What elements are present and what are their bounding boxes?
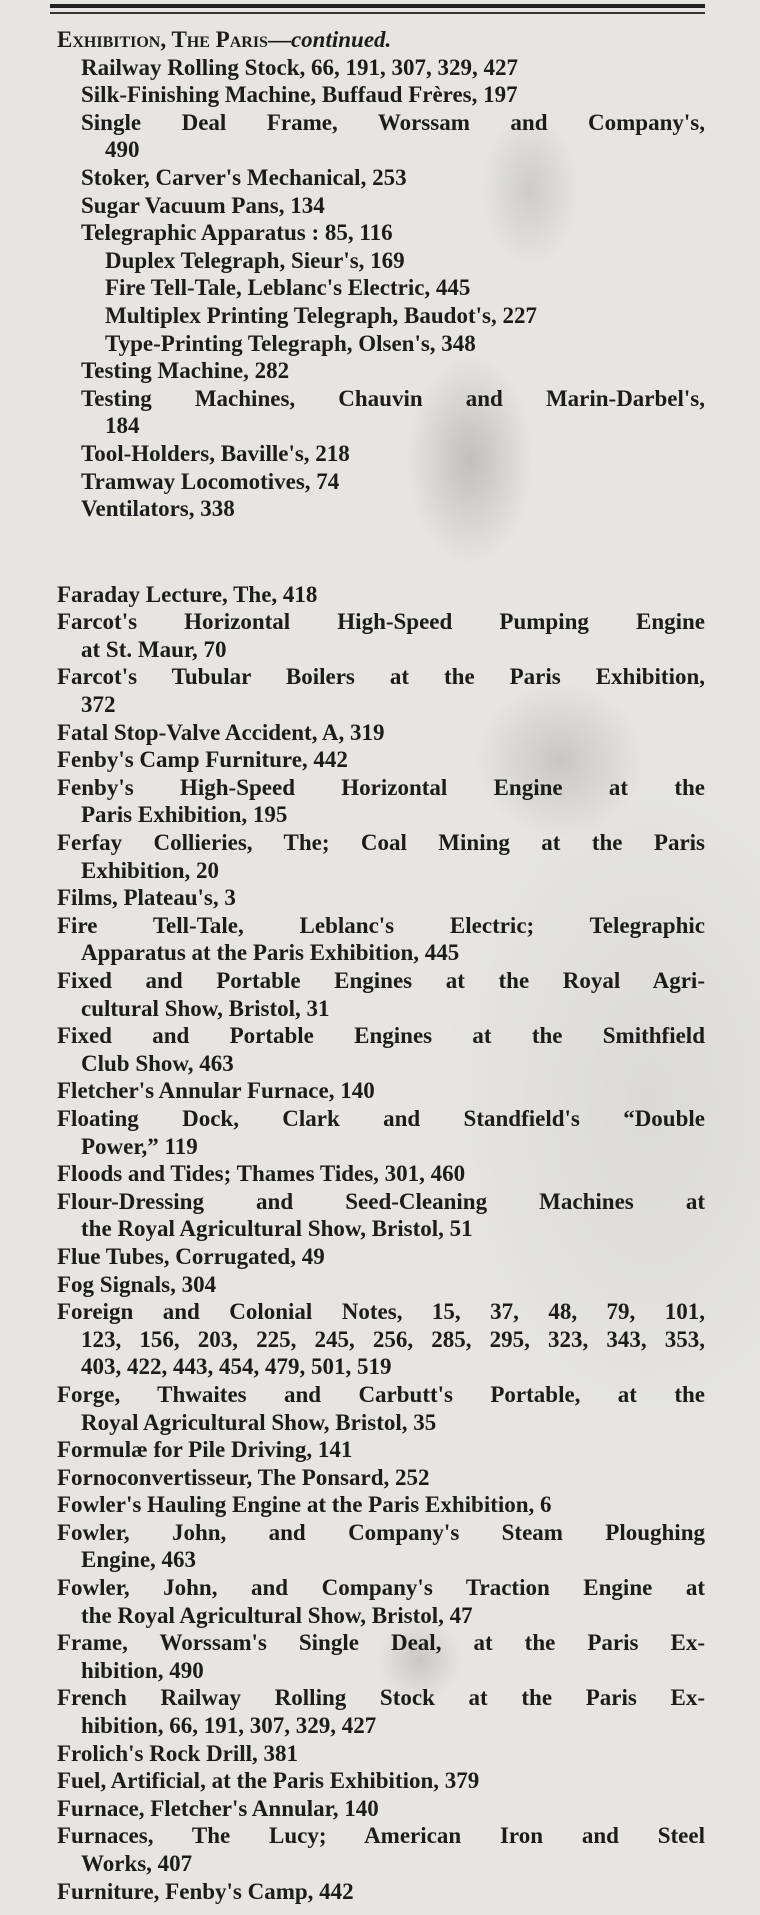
entry-line: hibition, 490 xyxy=(81,1657,204,1683)
index-subentry xyxy=(57,164,705,192)
index-entry xyxy=(57,608,705,663)
heading-continued: continued. xyxy=(290,27,392,52)
index-entry xyxy=(57,1105,705,1160)
entry-line: Fenby's Camp Furniture, 442 xyxy=(57,747,348,773)
index-entry xyxy=(57,1519,705,1574)
section-gap xyxy=(57,523,705,581)
heading-dash: — xyxy=(267,27,291,52)
entry-line: Fowler, John, and Company's Steam Ploughing xyxy=(57,1519,705,1545)
entry-line: Railway Rolling Stock, 66, 191, 307, 329, 427 xyxy=(81,54,519,80)
index-subentry xyxy=(57,440,705,468)
entry-line: Fatal Stop-Valve Accident, A, 319 xyxy=(57,719,385,745)
index-entry xyxy=(57,884,705,912)
index-entry xyxy=(57,1767,705,1795)
entry-line: Paris Exhibition, 195 xyxy=(81,802,288,828)
index-entry xyxy=(57,1160,705,1188)
entry-line: Fornoconvertisseur, The Ponsard, 252 xyxy=(57,1464,430,1490)
index-entry xyxy=(57,1822,705,1877)
index-subentry xyxy=(57,81,705,109)
entry-line: Fire Tell-Tale, Leblanc's Electric, 445 xyxy=(105,275,471,301)
entry-line: Flue Tubes, Corrugated, 49 xyxy=(57,1243,325,1269)
index-entry xyxy=(57,1436,705,1464)
entry-line: 403, 422, 443, 454, 479, 501, 519 xyxy=(81,1354,392,1380)
index-entry xyxy=(57,912,705,967)
entry-line: Engine, 463 xyxy=(81,1547,197,1573)
index-entry xyxy=(57,1574,705,1629)
index-entry xyxy=(57,1381,705,1436)
entry-line: Fixed and Portable Engines at the Royal Agri- xyxy=(57,968,705,993)
entry-line: at St. Maur, 70 xyxy=(81,636,227,662)
entry-line: Fire Tell-Tale, Leblanc's Electric; Telegraphic xyxy=(57,912,705,938)
entry-line: Single Deal Frame, Worssam and Company's, xyxy=(81,109,705,135)
entry-line: Silk-Finishing Machine, Buffaud Frères, 197 xyxy=(81,82,518,108)
entry-line: Floating Dock, Clark and Standfield's “Double xyxy=(57,1105,705,1131)
entry-line: Fowler's Hauling Engine at the Paris Exhibition, 6 xyxy=(57,1492,552,1518)
entry-line: Furnaces, The Lucy; American Iron and Steel xyxy=(57,1823,705,1849)
index-entry xyxy=(57,1464,705,1492)
index-entry xyxy=(57,1740,705,1768)
index-subsubentry xyxy=(57,330,705,358)
entry-line: Duplex Telegraph, Sieur's, 169 xyxy=(105,247,405,273)
entry-line: Type-Printing Telegraph, Olsen's, 348 xyxy=(105,330,476,356)
entry-line: the Royal Agricultural Show, Bristol, 51 xyxy=(81,1216,473,1242)
entry-line: Faraday Lecture, The, 418 xyxy=(57,581,318,607)
entry-line: the Royal Agricultural Show, Bristol, 47 xyxy=(81,1602,473,1628)
index-entry xyxy=(57,1298,705,1381)
index-entry xyxy=(57,774,705,829)
index-entry xyxy=(57,1491,705,1519)
entry-line: Frolich's Rock Drill, 381 xyxy=(57,1740,299,1766)
index-entry xyxy=(57,746,705,774)
entry-line: French Railway Rolling Stock at the Paris Ex- xyxy=(57,1685,705,1711)
entry-line: Royal Agricultural Show, Bristol, 35 xyxy=(81,1409,437,1435)
index-entry xyxy=(57,1878,705,1906)
entry-line: 372 xyxy=(81,692,116,718)
entry-line: hibition, 66, 191, 307, 329, 427 xyxy=(81,1713,377,1739)
entry-line: Frame, Worssam's Single Deal, at the Paris Ex- xyxy=(57,1630,705,1656)
entry-line: 490 xyxy=(105,137,140,163)
entry-line: Tool-Holders, Baville's, 218 xyxy=(81,440,350,466)
index-entry xyxy=(57,967,705,1022)
index-entry xyxy=(57,1022,705,1077)
index-subsubentry xyxy=(57,274,705,302)
entry-line: Fog Signals, 304 xyxy=(57,1271,217,1297)
index-subentry xyxy=(57,109,705,164)
entry-line: Power,” 119 xyxy=(81,1133,198,1159)
entry-line: Films, Plateau's, 3 xyxy=(57,885,236,911)
entry-line: Farcot's Tubular Boilers at the Paris Exhibition, xyxy=(57,664,705,690)
entry-line: Foreign and Colonial Notes, 15, 37, 48, 79, 101, xyxy=(57,1299,705,1325)
entry-line: Ventilators, 338 xyxy=(81,496,235,522)
entry-line: Flour-Dressing and Seed-Cleaning Machines at xyxy=(57,1188,705,1214)
entry-line: Floods and Tides; Thames Tides, 301, 460 xyxy=(57,1161,466,1187)
index-subentry xyxy=(57,468,705,496)
entry-line: Testing Machines, Chauvin and Marin-Darbel's, xyxy=(81,385,705,411)
index-entry xyxy=(57,1271,705,1299)
index-entry xyxy=(57,1795,705,1823)
index-entry xyxy=(57,581,705,609)
entry-line: Club Show, 463 xyxy=(81,1050,234,1076)
entry-line: Fixed and Portable Engines at the Smithfield xyxy=(57,1023,705,1049)
entry-line: Farcot's Horizontal High-Speed Pumping Engine xyxy=(57,609,705,635)
top-rule-thick xyxy=(50,4,705,8)
entry-line: 123, 156, 203, 225, 245, 256, 285, 295, 323, 343, 353, xyxy=(81,1326,705,1352)
entry-line: cultural Show, Bristol, 31 xyxy=(81,995,330,1021)
index-entry xyxy=(57,1077,705,1105)
index-column xyxy=(57,26,705,1905)
entry-line: Fuel, Artificial, at the Paris Exhibition, 379 xyxy=(57,1768,480,1794)
index-subentry xyxy=(57,495,705,523)
entry-line: Furnace, Fletcher's Annular, 140 xyxy=(57,1795,379,1821)
index-subentry xyxy=(57,219,705,247)
entry-line: Multiplex Printing Telegraph, Baudot's, 227 xyxy=(105,302,537,328)
entry-line: Furniture, Fenby's Camp, 442 xyxy=(57,1878,354,1904)
index-entries-list xyxy=(57,581,705,1906)
index-entry xyxy=(57,829,705,884)
index-entry xyxy=(57,1629,705,1684)
index-subentry xyxy=(57,357,705,385)
section-heading xyxy=(57,26,705,54)
entry-line: Forge, Thwaites and Carbutt's Portable, at the xyxy=(57,1381,705,1407)
entry-line: Fenby's High-Speed Horizontal Engine at the xyxy=(57,774,705,800)
continued-entries-list xyxy=(57,54,705,523)
entry-line: Exhibition, 20 xyxy=(81,857,220,883)
entry-line: 184 xyxy=(105,413,140,439)
heading-title: Exhibition, The Paris xyxy=(57,27,268,52)
index-subsubentry xyxy=(57,247,705,275)
entry-line: Ferfay Collieries, The; Coal Mining at the Paris xyxy=(57,830,705,856)
top-rule-thin xyxy=(50,12,705,14)
index-subentry xyxy=(57,385,705,440)
entry-line: Sugar Vacuum Pans, 134 xyxy=(81,192,325,218)
index-entry xyxy=(57,1188,705,1243)
entry-line: Tramway Locomotives, 74 xyxy=(81,468,340,494)
entry-line: Stoker, Carver's Mechanical, 253 xyxy=(81,164,407,190)
index-entry xyxy=(57,663,705,718)
entry-line: Testing Machine, 282 xyxy=(81,358,290,384)
index-entry xyxy=(57,719,705,747)
index-entry xyxy=(57,1684,705,1739)
entry-line: Apparatus at the Paris Exhibition, 445 xyxy=(81,940,460,966)
entry-line: Formulæ for Pile Driving, 141 xyxy=(57,1437,353,1463)
entry-line: Works, 407 xyxy=(81,1851,193,1876)
entry-line: Telegraphic Apparatus : 85, 116 xyxy=(81,220,393,246)
index-subentry xyxy=(57,192,705,220)
index-subentry xyxy=(57,54,705,82)
index-subsubentry xyxy=(57,302,705,330)
entry-line: Fletcher's Annular Furnace, 140 xyxy=(57,1078,375,1104)
index-entry xyxy=(57,1243,705,1271)
entry-line: Fowler, John, and Company's Traction Engine at xyxy=(57,1575,705,1601)
